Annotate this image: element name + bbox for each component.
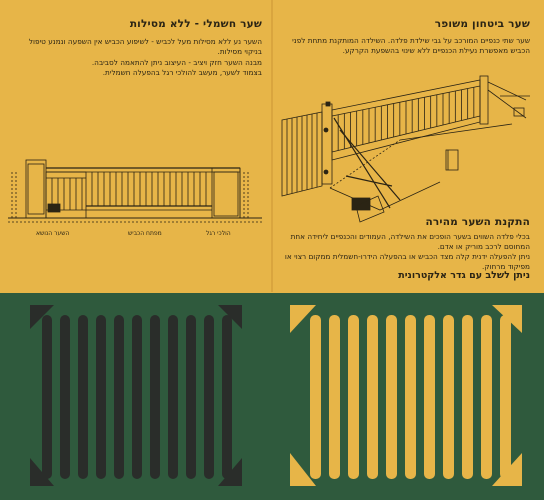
left-slot (168, 315, 178, 479)
right-slot (310, 315, 321, 479)
right-slot (386, 315, 397, 479)
gate-cutout-graphic (0, 293, 544, 500)
left-title: שער חשמלי - ללא מסילות (129, 18, 262, 30)
left-slot (78, 315, 88, 479)
right-slot (443, 315, 454, 479)
right-slot (367, 315, 378, 479)
left-paragraph-2: מבנה השער חזק ויציב - העיצוב ניתן להתאמה לסביבה. (91, 58, 262, 67)
left-slot (150, 315, 160, 479)
right-slot (481, 315, 492, 479)
left-slot (186, 315, 196, 479)
left-slot (42, 315, 52, 479)
left-slot (222, 315, 232, 479)
label-support-gate: השער הנושא (36, 230, 70, 237)
label-pedestrians: הולכי רגל (206, 230, 231, 237)
label-road-opening: מפתח הכביש (128, 230, 162, 237)
left-slot (114, 315, 124, 479)
left-paragraph-3: בצמוד לשער, מעשב להולכי רגל בהפעלה חשמלית. (102, 68, 262, 77)
right-slot (424, 315, 435, 479)
right-slot (462, 315, 473, 479)
right-slot (329, 315, 340, 479)
left-slot (60, 315, 70, 479)
right-slot (348, 315, 359, 479)
right-slot (500, 315, 511, 479)
left-slot (96, 315, 106, 479)
install-paragraph-1: בכלי פלדה השווים בשער הופכים את השילדה, העמודים והכנפיים ליחידה אחת המחוסם לרכב מוריק או אדם. (290, 232, 530, 251)
right-slot (405, 315, 416, 479)
left-slot (204, 315, 214, 479)
install-paragraph-2: ניתן להפעלה ידנית קלה מצד הכביש או בהפעלה הידרו-חשמלית ממקום רצוי או מפיקוד מרחוק. (284, 252, 530, 271)
install-title: התקנת השער מהירה (425, 216, 530, 228)
right-title: שער ביטחון משופר (434, 18, 530, 30)
left-slot (132, 315, 142, 479)
right-paragraph-1: שער שתי כנפיים המורכב על גבי שילדת פלדה. השילדה המותקנת מתחת לפני הכביש מאפשרת נעילת הכנפיים ללא שינוי בהשפעת הקרקע. (292, 36, 530, 55)
left-paragraph-1: השער נע ללא מסילות מעל לכביש - לשיפוע הכביש אין השפעה ונמנע טיפול בניקוי מסילות. (28, 37, 262, 56)
footer-note: ניתן לשלב עם גדר אלקטרונית (398, 270, 530, 281)
